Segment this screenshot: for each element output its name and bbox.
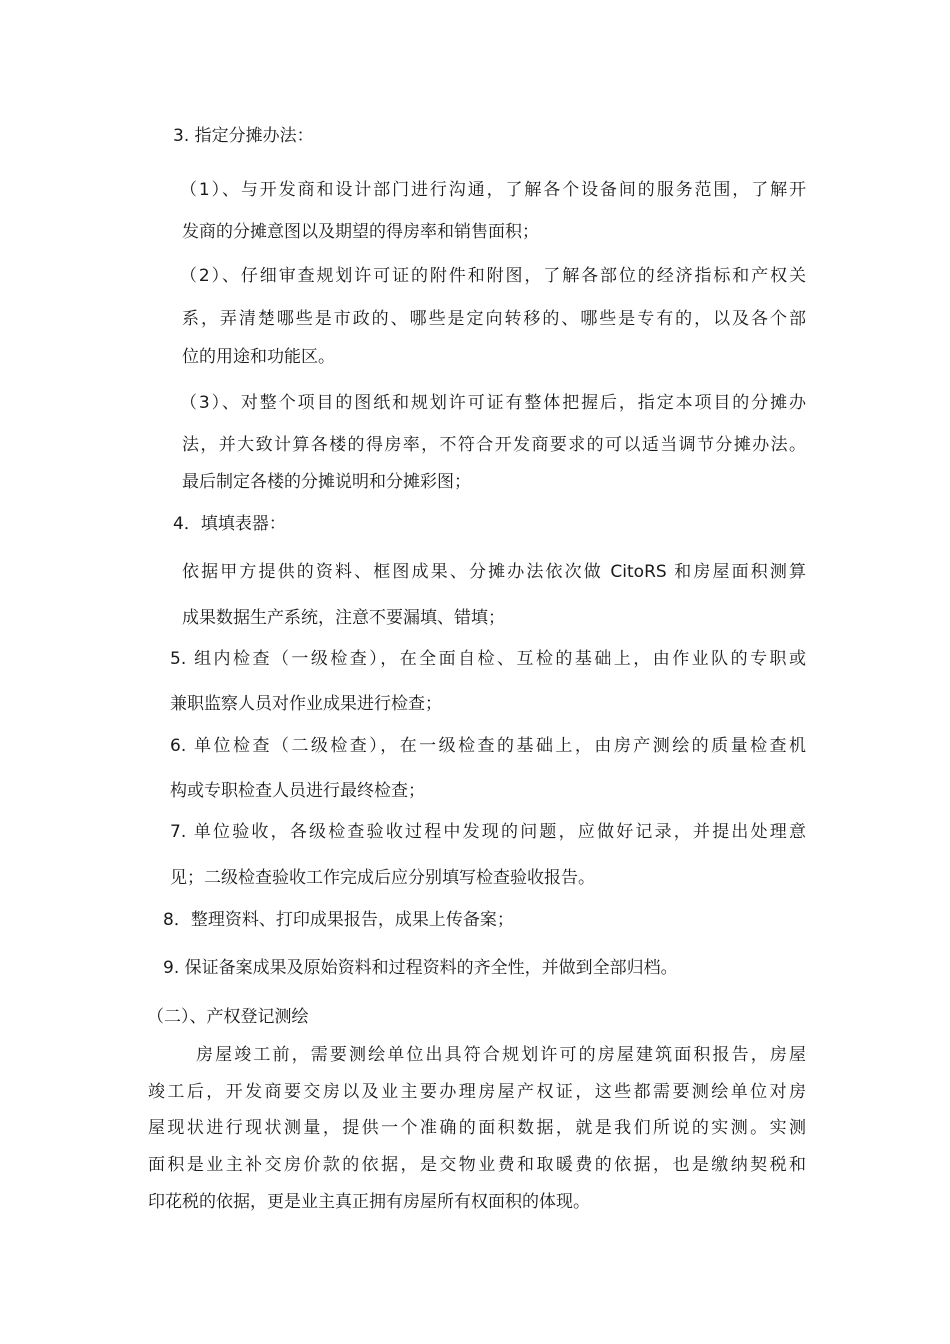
section-2-paragraph-line5: 印花税的依据，更是业主真正拥有房屋所有权面积的体现。	[148, 1192, 590, 1212]
item-3-sub2-line3: 位的用途和功能区。	[182, 347, 335, 367]
section-2-heading: （二）、产权登记测绘	[147, 1007, 309, 1027]
item-7-line1: 7. 单位验收，各级检查验收过程中发现的问题，应做好记录，并提出处理意	[170, 822, 806, 842]
section-2-paragraph-line1: 房屋竣工前，需要测绘单位出具符合规划许可的房屋建筑面积报告，房屋	[196, 1045, 806, 1065]
item-3-sub2-line1: （2）、仔细审查规划许可证的附件和附图，了解各部位的经济指标和产权关	[180, 266, 806, 286]
section-2-paragraph-line2: 竣工后，开发商要交房以及业主要办理房屋产权证，这些都需要测绘单位对房	[148, 1082, 806, 1102]
item-3-sub3-line2: 法，并大致计算各楼的得房率，不符合开发商要求的可以适当调节分摊办法。	[182, 435, 806, 455]
item-6-line1: 6. 单位检查（二级检查），在一级检查的基础上，由房产测绘的质量检查机	[170, 736, 806, 756]
item-3-sub3-line3: 最后制定各楼的分摊说明和分摊彩图；	[182, 472, 471, 492]
item-4-body-line1: 依据甲方提供的资料、框图成果、分摊办法依次做 CitoRS 和房屋面积测算	[182, 562, 806, 582]
item-4-body-line2: 成果数据生产系统，注意不要漏填、错填；	[182, 608, 505, 628]
item-7-line2: 见；二级检查验收工作完成后应分别填写检查验收报告。	[170, 868, 595, 888]
item-3-sub1-line2: 发商的分摊意图以及期望的得房率和销售面积；	[182, 222, 539, 242]
item-5-line1: 5. 组内检查（一级检查），在全面自检、互检的基础上，由作业队的专职或	[170, 649, 806, 669]
item-3-sub1-line1: （1）、与开发商和设计部门进行沟通，了解各个设备间的服务范围，了解开	[180, 180, 806, 200]
item-4-heading: 4．填填表器：	[173, 514, 286, 534]
item-3-sub3-line1: （3）、对整个项目的图纸和规划许可证有整体把握后，指定本项目的分摊办	[180, 393, 806, 413]
item-3-heading: 3. 指定分摊办法：	[173, 126, 314, 146]
section-2-paragraph-line3: 屋现状进行现状测量，提供一个准确的面积数据，就是我们所说的实测。实测	[148, 1118, 806, 1138]
item-3-sub2-line2: 系，弄清楚哪些是市政的、哪些是定向转移的、哪些是专有的，以及各个部	[182, 309, 806, 329]
item-9: 9. 保证备案成果及原始资料和过程资料的齐全性，并做到全部归档。	[163, 958, 678, 978]
section-2-paragraph-line4: 面积是业主补交房价款的依据，是交物业费和取暖费的依据，也是缴纳契税和	[148, 1155, 806, 1175]
item-8: 8．整理资料、打印成果报告，成果上传备案；	[163, 910, 514, 930]
item-5-line2: 兼职监察人员对作业成果进行检查；	[170, 694, 442, 714]
item-6-line2: 构或专职检查人员进行最终检查；	[170, 781, 425, 801]
